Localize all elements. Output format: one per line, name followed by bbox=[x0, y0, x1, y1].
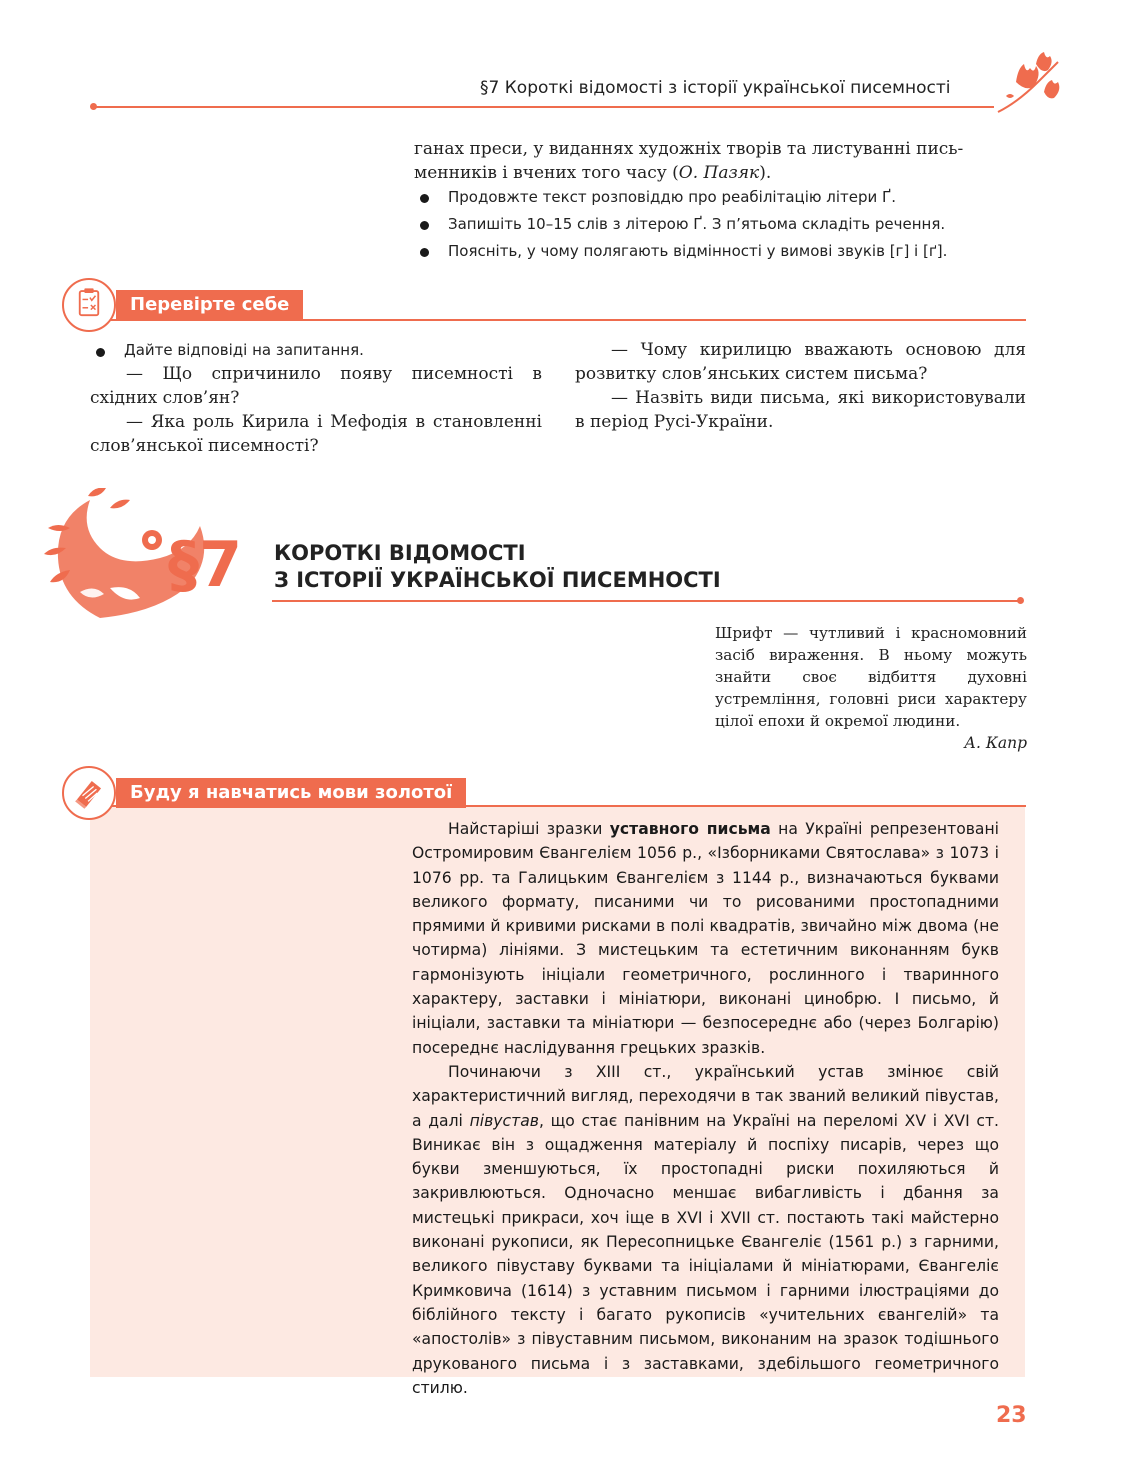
paragraph-title-rule bbox=[272, 600, 1020, 602]
header-rule bbox=[94, 106, 994, 108]
check-section-label: Перевірте себе bbox=[116, 290, 303, 320]
task-item: Поясніть, у чому полягають відмінності у вимові звуків [г] і [ґ]. bbox=[414, 238, 1026, 265]
paragraph-title: КОРОТКІ ВІДОМОСТІ З ІСТОРІЇ УКРАЇНСЬКОЇ ПИСЕМНОСТІ bbox=[274, 541, 721, 592]
question: — Яка роль Кирила і Мефодія в становленні слов’янської писемності? bbox=[90, 412, 542, 456]
learn-section-label: Буду я навчатись мови золотої bbox=[116, 778, 466, 808]
continuation-line-1: ганах преси, у виданнях художніх творів та листуванні пись- bbox=[414, 139, 964, 159]
paragraph-number: §7 bbox=[168, 528, 243, 601]
questions-left-column bbox=[90, 338, 542, 458]
source-citation: О. Пазяк bbox=[678, 163, 760, 183]
tulip-ornament-icon bbox=[988, 52, 1068, 122]
question: — Назвіть види письма, які використовували в період Русі-України. bbox=[575, 388, 1026, 432]
article-paragraph: Починаючи з XIII ст., український устав змінює свій характеристичний вигляд, переходячи в так званий великий півустав, а далі півустав, що стає панівним на Україні на переломі XV і XVI ст. Виникає він з ощадження матеріалу й поспіху писарів, через що букви зменшуються, їх простопадні риски похиляються й закривлюються. Одночасно меншає вибагливість і дбання за мистецькі прикраси, хоч іще в XVI і XVII ст. постають такі майстерно виконані рукописи, як Пересопницьке Євангеліє (1561 р.) з гарними, великого півуставу буквами та ініціалами й мініатюрами, Євангеліє Кримковича (1614) з уставним письмом і гарними ілюстраціями до біблійного тексту і багато рукописів «учительних євангелій» та «апостолів» з півуставним письмом, виконаним на зразок тодішнього друкованого письма і з заставками, здебільшого геометричного стилю. bbox=[412, 1062, 999, 1397]
page-number: 23 bbox=[996, 1403, 1027, 1428]
main-article bbox=[412, 817, 999, 1400]
checklist-icon bbox=[62, 278, 116, 332]
questions-intro: Дайте відповіді на запитання. bbox=[90, 338, 542, 362]
article-paragraph: Найстаріші зразки уставного письма на Україні репрезентовані Остромировим Євангелієм 1056 р., «Ізборниками Святослава» з 1073 і 1076 рр. та Галицьким Євангелієм з 1144 р., визначаються буквами великого формату, писаними чи то рисованими простопадними прямими й кривими рисками в полі квадратів, звичайно між двома (не чотирма) лініями. З мистецьким та естетичним виконанням букв гармонізують ініціали геометричного, рослинного і тваринного характеру, заставки і мініатюри, виконані цинобрю. І письмо, й ініціали, заставки та мініатюри — безпосереднє або (через Болгарію) посереднє наслідування грецьких зразків. bbox=[412, 820, 1000, 1057]
continuation-line-2: менників і вчених того часу (О. Пазяк). bbox=[414, 163, 772, 183]
task-list bbox=[414, 184, 1026, 265]
continuation-text bbox=[414, 137, 1026, 185]
term-highlight: уставного письма bbox=[609, 820, 771, 838]
epigraph-text: Шрифт — чутливий і красномовний засіб вираження. В ньому можуть знайти своє відбиття духовні устремління, головні риси характеру цілої епохи й окремої людини. bbox=[715, 624, 1027, 730]
paragraph-title-rule-dot bbox=[1017, 597, 1024, 604]
running-head: §7 Короткі відомості з історії української писемності bbox=[480, 78, 951, 98]
header-rule-dot bbox=[90, 103, 97, 110]
question: — Що спричинило появу писемності в східних слов’ян? bbox=[90, 364, 542, 408]
task-item: Продовжте текст розповіддю про реабілітацію літери Ґ. bbox=[414, 184, 1026, 211]
book-icon bbox=[62, 766, 116, 820]
question: — Чому кирилицю вважають основою для розвитку слов’янських систем письма? bbox=[575, 340, 1026, 384]
epigraph-author: А. Капр bbox=[964, 734, 1027, 752]
term-italic: півустав bbox=[469, 1111, 539, 1130]
questions-right-column bbox=[575, 338, 1026, 434]
task-item: Запишіть 10–15 слів з літерою Ґ. З п’ятьома складіть речення. bbox=[414, 211, 1026, 238]
